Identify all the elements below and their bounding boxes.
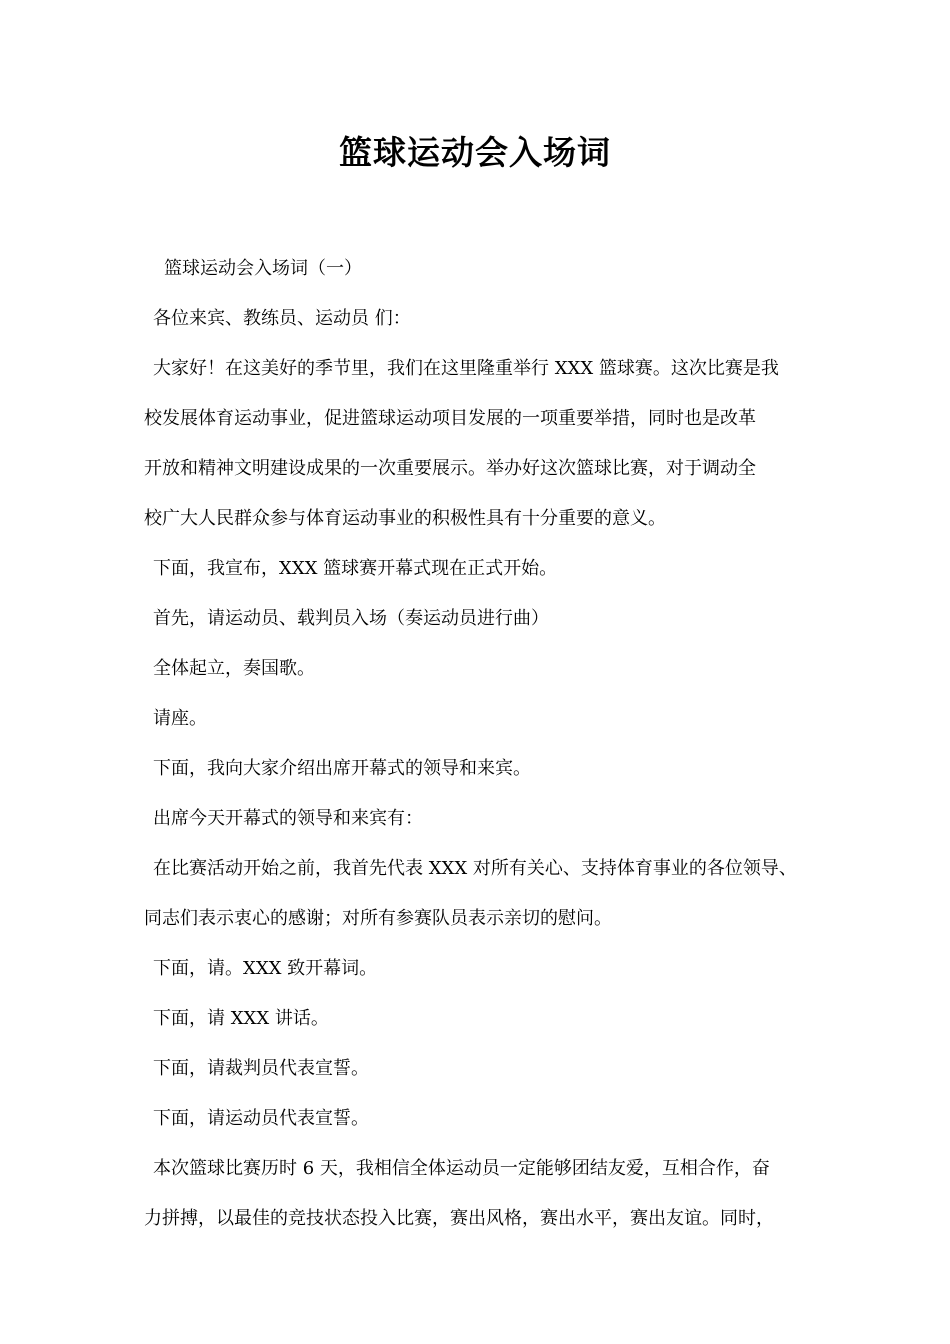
- section-heading: 篮球运动会入场词（一）: [164, 258, 362, 279]
- paragraph-line: 大家好！在这美好的季节里，我们在这里隆重举行 XXX 篮球赛。这次比赛是我: [153, 358, 779, 379]
- document-body: [144, 244, 824, 1244]
- paragraph-line: 本次篮球比赛历时 6 天，我相信全体运动员一定能够团结友爱，互相合作，奋: [153, 1158, 770, 1179]
- paragraph-line: 同志们表示衷心的感谢；对所有参赛队员表示亲切的慰问。: [144, 908, 612, 929]
- paragraph-line: 请座。: [153, 708, 207, 729]
- paragraph-line: 在比赛活动开始之前，我首先代表 XXX 对所有关心、支持体育事业的各位领导、: [153, 858, 797, 879]
- paragraph-line: 下面，请 XXX 讲话。: [153, 1008, 329, 1029]
- paragraph-line: 下面，我向大家介绍出席开幕式的领导和来宾。: [153, 758, 531, 779]
- paragraph-line: 下面，请裁判员代表宣誓。: [153, 1058, 369, 1079]
- document-title: 篮球运动会入场词: [339, 133, 611, 172]
- paragraph-line: 校发展体育运动事业，促进篮球运动项目发展的一项重要举措，同时也是改革: [144, 408, 756, 429]
- paragraph-line: 各位来宾、教练员、运动员 们：: [153, 308, 411, 329]
- paragraph-line: 下面，我宣布，XXX 篮球赛开幕式现在正式开始。: [153, 558, 558, 579]
- paragraph-line: 下面，请。XXX 致开幕词。: [153, 958, 378, 979]
- paragraph-line: 下面，请运动员代表宣誓。: [153, 1108, 369, 1129]
- paragraph-line: 首先，请运动员、载判员入场（奏运动员进行曲）: [153, 608, 549, 629]
- paragraph-line: 力拼搏，以最佳的竞技状态投入比赛，赛出风格，赛出水平，赛出友谊。同时，: [144, 1208, 774, 1229]
- paragraph-line: 校广大人民群众参与体育运动事业的积极性具有十分重要的意义。: [144, 508, 666, 529]
- paragraph-line: 出席今天开幕式的领导和来宾有：: [153, 808, 423, 829]
- paragraph-line: 全体起立，奏国歌。: [153, 658, 315, 679]
- paragraph-line: 开放和精神文明建设成果的一次重要展示。举办好这次篮球比赛，对于调动全: [144, 458, 756, 479]
